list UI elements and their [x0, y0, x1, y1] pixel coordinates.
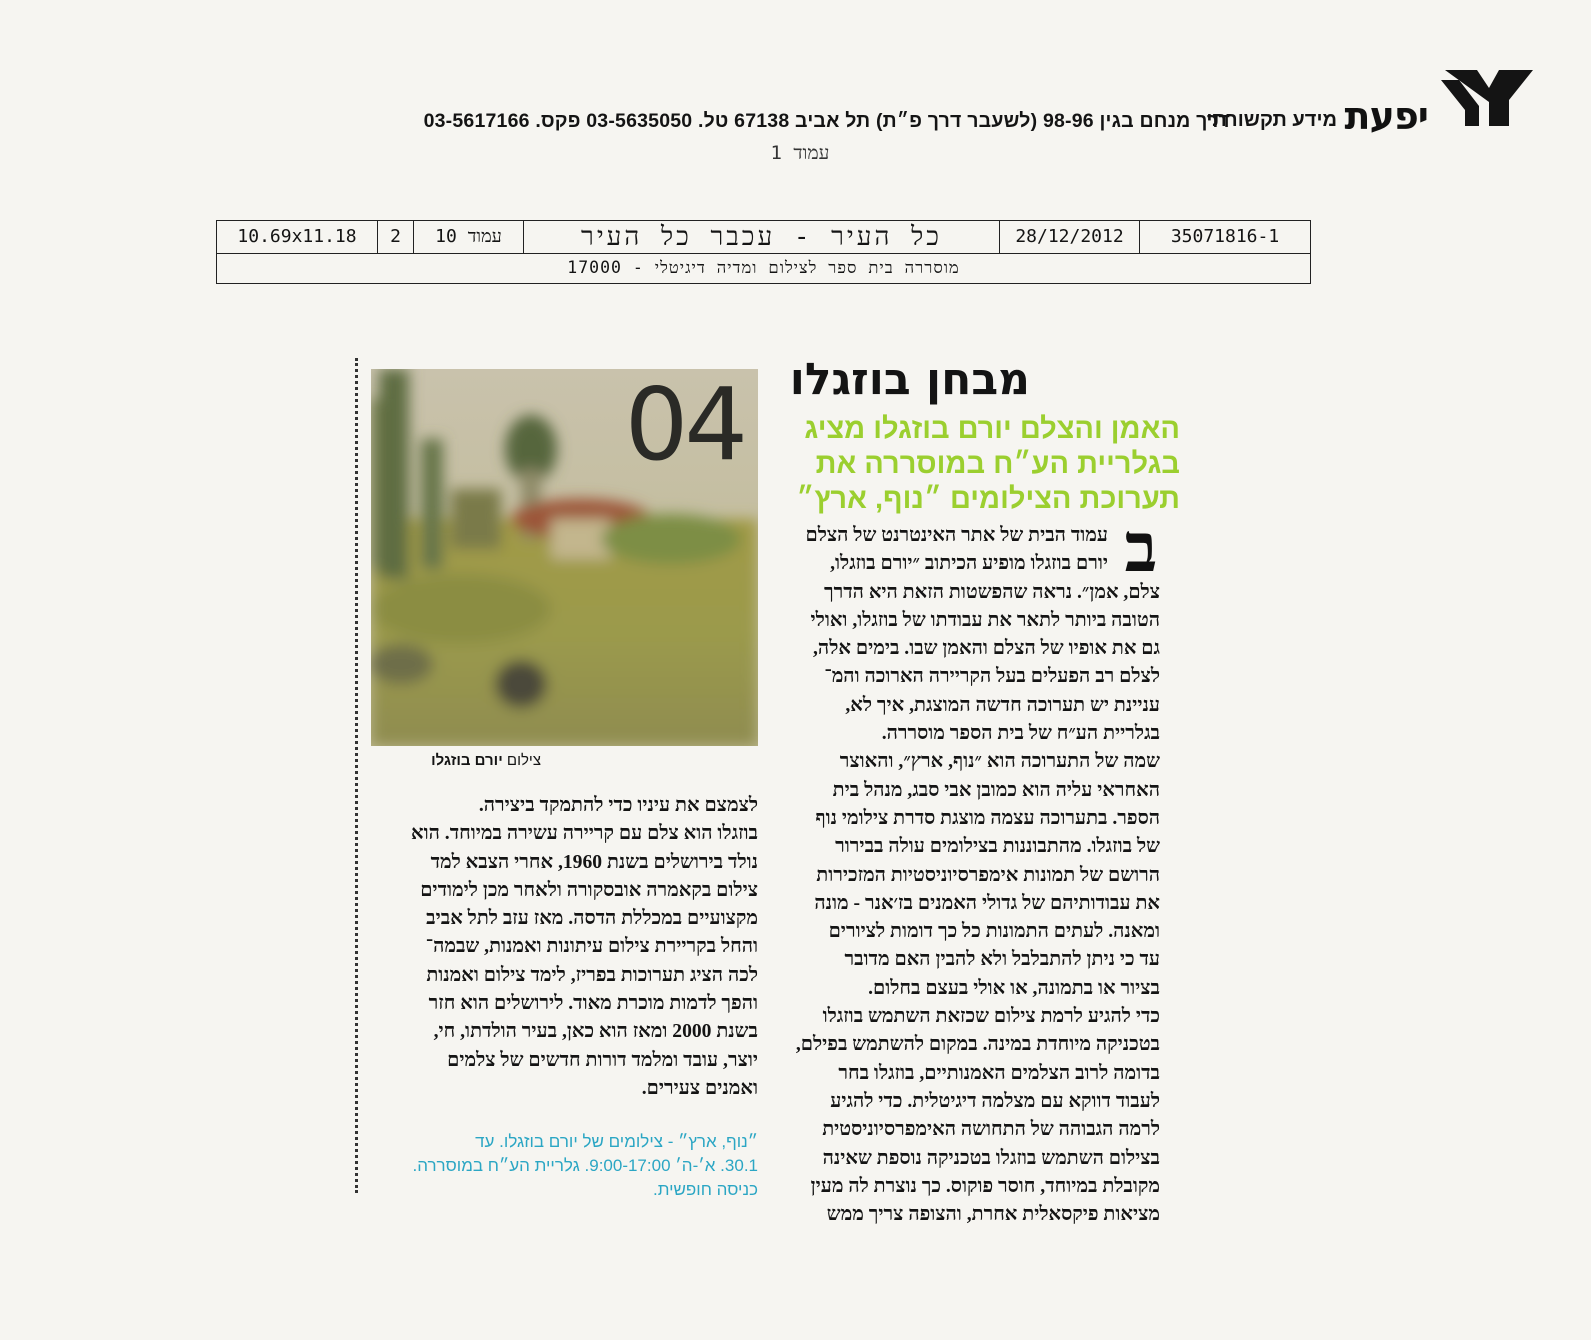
brand-name: יפעת — [1344, 94, 1428, 138]
subhead-line: האמן והצלם יורם בוזגלו מציג — [804, 413, 1180, 445]
article-line: מציאות פיקסאלית אחרת, והצופה צריך ממש — [826, 1204, 1160, 1226]
article-line: מקובלת במיוחד, חוסר פוקוס. כך נוצרת לה מעין — [810, 1175, 1160, 1197]
article-line: מקצועיים במכללת הדסה. מאז עזב לתל אביב — [426, 908, 758, 930]
article-line: נולד בירושלים בשנת 1960, אחרי הצבא למד — [430, 851, 758, 873]
article-subhead — [760, 412, 1180, 517]
info-line: 30.1. א׳-ה׳ 9:00-17:00. גלריית הע״ח במוסררה. — [412, 1156, 758, 1175]
clip-count: 2 — [377, 221, 413, 253]
article-line: בדומה לרוב הצלמים האמנותיים, בוזגלו בחר — [838, 1062, 1160, 1084]
photo-number: 04 — [624, 369, 744, 483]
info-line: ״נוף, ארץ״ - צילומים של יורם בוזגלו. עד — [475, 1132, 758, 1151]
article-line: ואמנים צעירים. — [641, 1077, 758, 1099]
article-photo — [371, 369, 758, 746]
column-divider — [355, 358, 358, 1193]
subhead-line: בגלריית הע״ח במוסררה את — [815, 448, 1180, 480]
exhibition-info — [368, 1130, 758, 1202]
contact-address: דרך מנחם בגין 98-96 (לשעבר דרך פ״ת) תל אביב 67138 טל. 03-5635050 פקס. 03-5617166 — [423, 110, 1230, 132]
article-line: יוצר, עובד ומלמד דורות חדשים של צלמים — [447, 1049, 758, 1071]
clip-info-table — [216, 220, 1311, 284]
article-line: לצמצם את עיניו כדי להתמקד ביצירה. — [478, 795, 758, 816]
info-line: כניסה חופשית. — [652, 1180, 758, 1199]
article-line: גם את אופיו של הצלם והאמן שבו. בימים אלה, — [813, 638, 1160, 660]
clip-subject: מוסררה בית ספר לצילום ומדיה דיגיטלי - 17000 — [567, 258, 960, 277]
article-line: שמה של התערוכה הוא ״נוף, ארץ״, והאוצר — [839, 751, 1160, 773]
article-line: ומאנה. לעתים התמונות כל כך דומות לציורים — [828, 921, 1160, 943]
photo-credit-prefix: צילום — [506, 752, 541, 769]
article-line: והחל בקריירת צילום עיתונות ואמנות, שבמה־ — [425, 936, 758, 958]
article-line: יורם בוזגלו מופיע הכיתוב ״יורם בוזגלו, — [830, 553, 1108, 575]
clip-publication: כל העיר - עכבר כל העיר — [523, 221, 999, 253]
page-number: עמוד 1 — [770, 142, 830, 164]
article-headline: מבחן בוזגלו — [789, 354, 1030, 405]
article-line: בציור או בתמונה, או אולי בעצם בחלום. — [868, 977, 1160, 999]
clip-info-row — [217, 221, 1310, 254]
article-line: בוזגלו הוא צלם עם קריירה עשירה במיוחד. הוא — [411, 823, 758, 845]
article-line: את עבודותיהם של גדולי האמנים בז׳אנר - מונה — [814, 892, 1160, 914]
photo-credit-name: יורם בוזגלו — [431, 752, 503, 769]
article-line: בטכניקה מיוחדת במינה. במקום להשתמש בפילם, — [795, 1034, 1160, 1056]
article-line: לרמה הגבוהה של התחושה האימפרסיוניסטית — [822, 1119, 1160, 1141]
article-line: בצילום השתמש בוזגלו בטכניקה נוספת שאינה — [822, 1147, 1160, 1169]
article-line: בגלריית הע״ח של בית הספר מוסררה. — [881, 723, 1160, 745]
article-column-left — [368, 792, 758, 1103]
article-line: עניינת יש תערוכה חדשה המוצגת, איך לא, — [845, 694, 1160, 716]
article-line: הרושם של תמונות אימפרסיוניסטיות המזכירות — [816, 864, 1160, 886]
clip-size: 10.69x11.18 — [237, 226, 357, 247]
clip-id: 35071816-1 — [1139, 221, 1310, 253]
article-line: הספר. בתערוכה עצמה מוצגת סדרת צילומי נוף — [815, 807, 1160, 829]
drop-cap: ב — [1124, 508, 1158, 588]
clip-page: עמוד 10 — [413, 221, 523, 253]
article-line: האחראי עליה הוא כמובן אבי סבג, מנהל בית — [832, 779, 1160, 801]
clip-date: 28/12/2012 — [999, 221, 1139, 253]
article-line: צילום בקאמרה אובסקורה ולאחר מכן לימודים — [420, 879, 758, 901]
article-line: והפך לדמות מוכרת מאוד. לירושלים הוא חזר — [428, 993, 758, 1015]
article-line: כדי להגיע לרמת צילום שכזאת השתמש בוזגלו — [822, 1006, 1160, 1028]
article-column-right — [785, 522, 1160, 1229]
article-line: הטובה ביותר לתאר את עבודתו של בוזגלו, ואולי — [810, 609, 1160, 631]
article-line: עד כי ניתן להתבלבל ולא להבין האם מדובר — [844, 949, 1160, 971]
brand-tagline: מידע תקשורתי — [1206, 109, 1337, 131]
article-line: צלם, אמן״. נראה שהפשטות הזאת היא הדרך — [824, 581, 1160, 603]
article-line: עמוד הבית של אתר האינטרנט של הצלם — [805, 525, 1108, 546]
subhead-line: תערוכת הצילומים ״נוף, ארץ״ — [796, 483, 1180, 515]
article-line: לעבוד דווקא עם מצלמה דיגיטלית. כדי להגיע — [830, 1090, 1160, 1112]
article-line: לצלם רב הפעלים בעל הקריירה הארוכה והמ־ — [824, 666, 1160, 688]
article-line: בשנת 2000 ומאז הוא כאן, בעיר הולדתו, חי, — [433, 1021, 758, 1043]
photo-credit — [371, 752, 541, 769]
yifat-logo-icon — [1437, 66, 1535, 128]
article-line: של בוזגלו. מהתבוננות בצילומים עולה בבירור — [835, 836, 1160, 858]
article-line: לכה הציג תערוכות בפריז, לימד צילום ואמנות — [426, 964, 758, 986]
